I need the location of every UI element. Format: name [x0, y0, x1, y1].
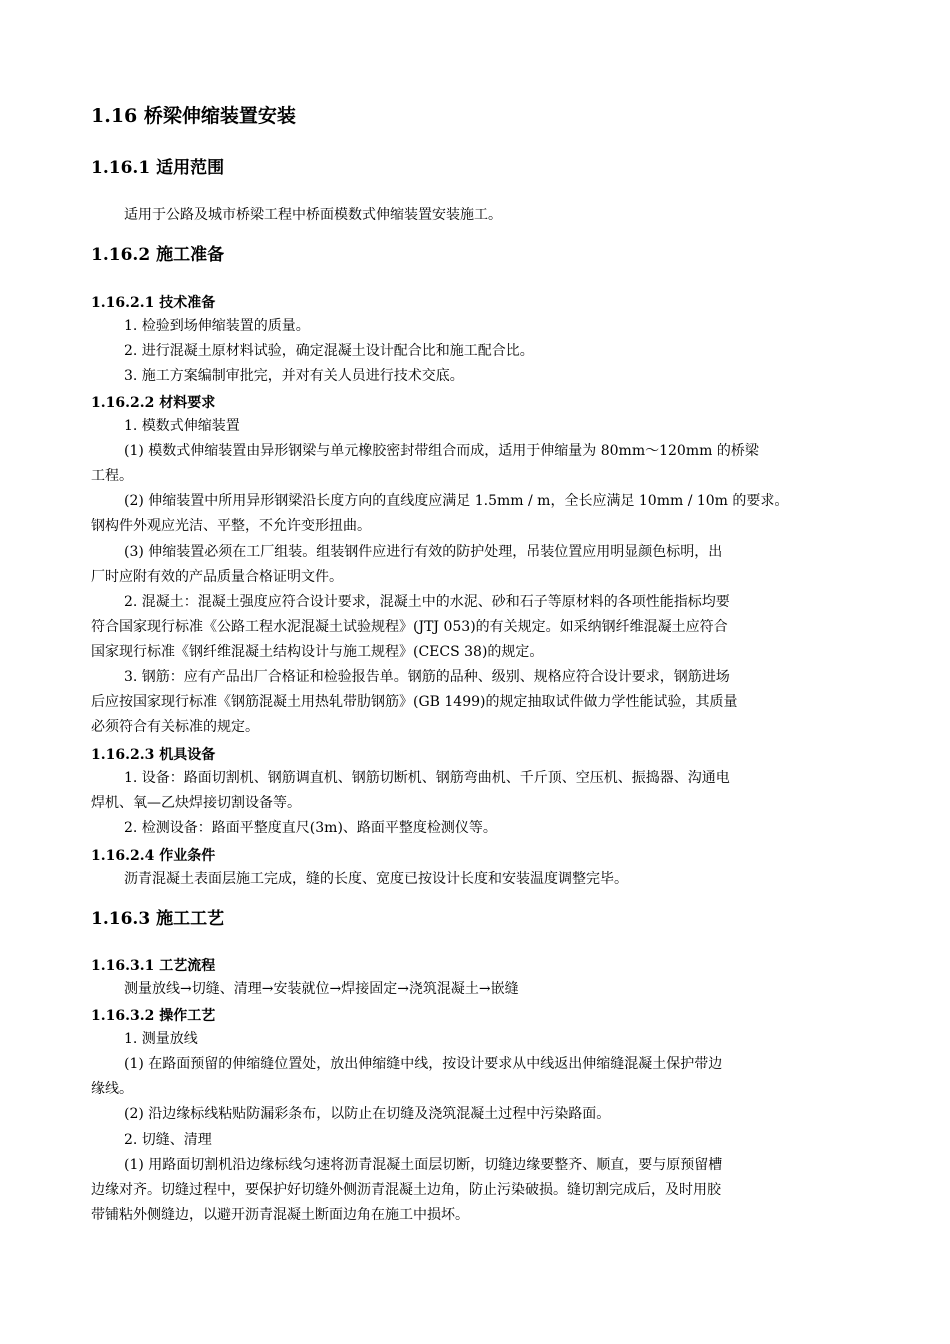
text-line: 2. 检测设备：路面平整度直尺(3m)、路面平整度检测仪等。: [124, 820, 497, 836]
text-line: 1. 模数式伸缩装置: [124, 418, 240, 434]
text-line: (1) 模数式伸缩装置由异形钢梁与单元橡胶密封带组合而成，适用于伸缩量为 80mm～120mm 的桥梁: [124, 443, 759, 459]
text-line: 后应按国家现行标准《钢筋混凝土用热轧带肋钢筋》(GB 1499)的规定抽取试件做力学性能试验，其质量: [91, 694, 738, 710]
text-line: (3) 伸缩装置必须在工厂组装。组装钢件应进行有效的防护处理，吊装位置应用明显颜色标明，出: [124, 544, 723, 560]
paragraph: 沥青混凝土表面层施工完成，缝的长度、宽度已按设计长度和安装温度调整完毕。: [124, 871, 628, 887]
paragraph: 适用于公路及城市桥梁工程中桥面模数式伸缩装置安装施工。: [124, 207, 502, 223]
text-line: 厂时应附有效的产品质量合格证明文件。: [91, 569, 343, 585]
text-line: 焊机、氧—乙炔焊接切割设备等。: [91, 795, 301, 811]
text-line: (1) 在路面预留的伸缩缝位置处，放出伸缩缝中线，按设计要求从中线返出伸缩缝混凝土保护带边: [124, 1056, 723, 1072]
list-item: 2. 进行混凝土原材料试验，确定混凝土设计配合比和施工配合比。: [124, 343, 534, 359]
heading-1-16-3: 1.16.3 施工工艺: [91, 909, 225, 929]
text-line: 1. 设备：路面切割机、钢筋调直机、钢筋切断机、钢筋弯曲机、千斤顶、空压机、振捣器、沟通电: [124, 770, 730, 786]
text-line: 缘线。: [91, 1081, 133, 1097]
section-title: 1.16 桥梁伸缩装置安装: [91, 105, 296, 127]
heading-1-16-3-2: 1.16.3.2 操作工艺: [91, 1008, 216, 1024]
heading-1-16-3-1: 1.16.3.1 工艺流程: [91, 958, 216, 974]
process-flow: 测量放线→切缝、清理→安装就位→焊接固定→浇筑混凝土→嵌缝: [124, 981, 519, 997]
text-line: (1) 用路面切割机沿边缘标线匀速将沥青混凝土面层切断，切缝边缘要整齐、顺直，要与原预留槽: [124, 1157, 723, 1173]
text-line: 2. 切缝、清理: [124, 1132, 212, 1148]
text-line: 3. 钢筋：应有产品出厂合格证和检验报告单。钢筋的品种、级别、规格应符合设计要求，钢筋进场: [124, 669, 730, 685]
heading-1-16-2: 1.16.2 施工准备: [91, 245, 225, 265]
heading-1-16-2-1: 1.16.2.1 技术准备: [91, 295, 216, 311]
list-item: 3. 施工方案编制审批完，并对有关人员进行技术交底。: [124, 368, 464, 384]
list-item: 1. 检验到场伸缩装置的质量。: [124, 318, 310, 334]
text-line: (2) 沿边缘标线粘贴防漏彩条布，以防止在切缝及浇筑混凝土过程中污染路面。: [124, 1106, 611, 1122]
text-line: 边缘对齐。切缝过程中，要保护好切缝外侧沥青混凝土边角，防止污染破损。缝切割完成后，及时用胶: [91, 1182, 721, 1198]
heading-1-16-2-3: 1.16.2.3 机具设备: [91, 747, 216, 763]
text-line: 国家现行标准《钢纤维混凝土结构设计与施工规程》(CECS 38)的规定。: [91, 644, 544, 660]
heading-1-16-1: 1.16.1 适用范围: [91, 158, 225, 178]
heading-1-16-2-4: 1.16.2.4 作业条件: [91, 848, 216, 864]
text-line: 1. 测量放线: [124, 1031, 198, 1047]
text-line: 必须符合有关标准的规定。: [91, 719, 259, 735]
text-line: 带铺粘外侧缝边，以避开沥青混凝土断面边角在施工中损坏。: [91, 1207, 469, 1223]
text-line: (2) 伸缩装置中所用异形钢梁沿长度方向的直线度应满足 1.5mm / m，全长应满足 10mm / 10m 的要求。: [124, 493, 789, 509]
text-line: 2. 混凝土：混凝土强度应符合设计要求，混凝土中的水泥、砂和石子等原材料的各项性能指标均要: [124, 594, 730, 610]
text-line: 符合国家现行标准《公路工程水泥混凝土试验规程》(JTJ 053)的有关规定。如采纳钢纤维混凝土应符合: [91, 619, 728, 635]
heading-1-16-2-2: 1.16.2.2 材料要求: [91, 395, 216, 411]
text-line: 工程。: [91, 468, 133, 484]
text-line: 钢构件外观应光洁、平整，不允许变形扭曲。: [91, 518, 371, 534]
